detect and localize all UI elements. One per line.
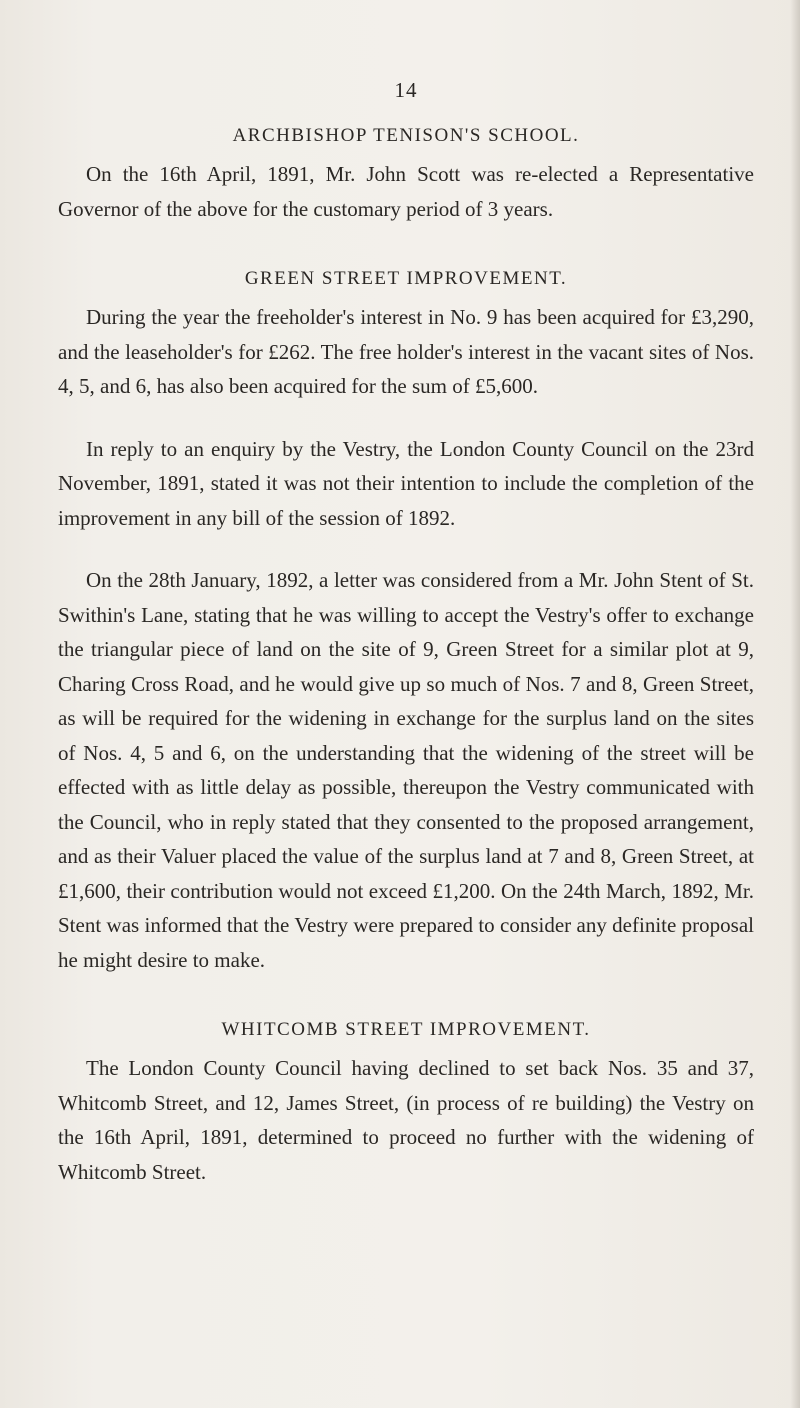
page-edge-shadow (790, 0, 800, 1408)
section-archbishop-tenisons-school (58, 125, 754, 226)
section-green-street-improvement (58, 268, 754, 977)
page-content (58, 78, 754, 1189)
section-whitcomb-street-improvement (58, 1019, 754, 1189)
section-heading: WHITCOMB STREET IMPROVEMENT. (221, 1019, 591, 1040)
paragraph: In reply to an enquiry by the Vestry, the London County Council on the 23rd November, 1891, stated it was not their intention to include the completion of the improvement in any bill of the session of 1892. (58, 436, 754, 530)
section-heading: GREEN STREET IMPROVEMENT. (244, 268, 568, 289)
paragraph: On the 16th April, 1891, Mr. John Scott was re-elected a Representative Governor of the above for the customary period of 3 years. (58, 162, 754, 221)
paragraph: The London County Council having declined to set back Nos. 35 and 37, Whitcomb Street, and 12, James Street, (in process of re building) the Vestry on the 16th April, 1891, determined to proceed no further with the widening of Whitcomb Street. (58, 1056, 754, 1184)
paragraph: On the 28th January, 1892, a letter was considered from a Mr. John Stent of St. Swithin's Lane, stating that he was willing to accept the Vestry's offer to exchange the triangular piece of land on the site of 9, Green Street for a similar plot at 9, Charing Cross Road, and he would give up so much of Nos. 7 and 8, Green Street, as will be required for the widening in exchange for the surplus land on the sites of Nos. 4, 5 and 6, on the understanding that the widening of the street will be effected with as little delay as possible, thereupon the Vestry communicated with the Council, who in reply stated that they consented to the proposed arrangement, and as their Valuer placed the value of the surplus land at 7 and 8, Green Street, at £1,600, their contribution would not exceed £1,200. On the 24th March, 1892, Mr. Stent was informed that the Vestry were prepared to consider any definite proposal he might desire to make. (58, 568, 754, 972)
page-number: 14 (394, 78, 418, 102)
section-heading: ARCHBISHOP TENISON'S SCHOOL. (232, 125, 580, 146)
paragraph: During the year the freeholder's interest in No. 9 has been acquired for £3,290, and the leaseholder's for £262. The free holder's interest in the vacant sites of Nos. 4, 5, and 6, has also been acquired for the sum of £5,600. (58, 305, 754, 398)
